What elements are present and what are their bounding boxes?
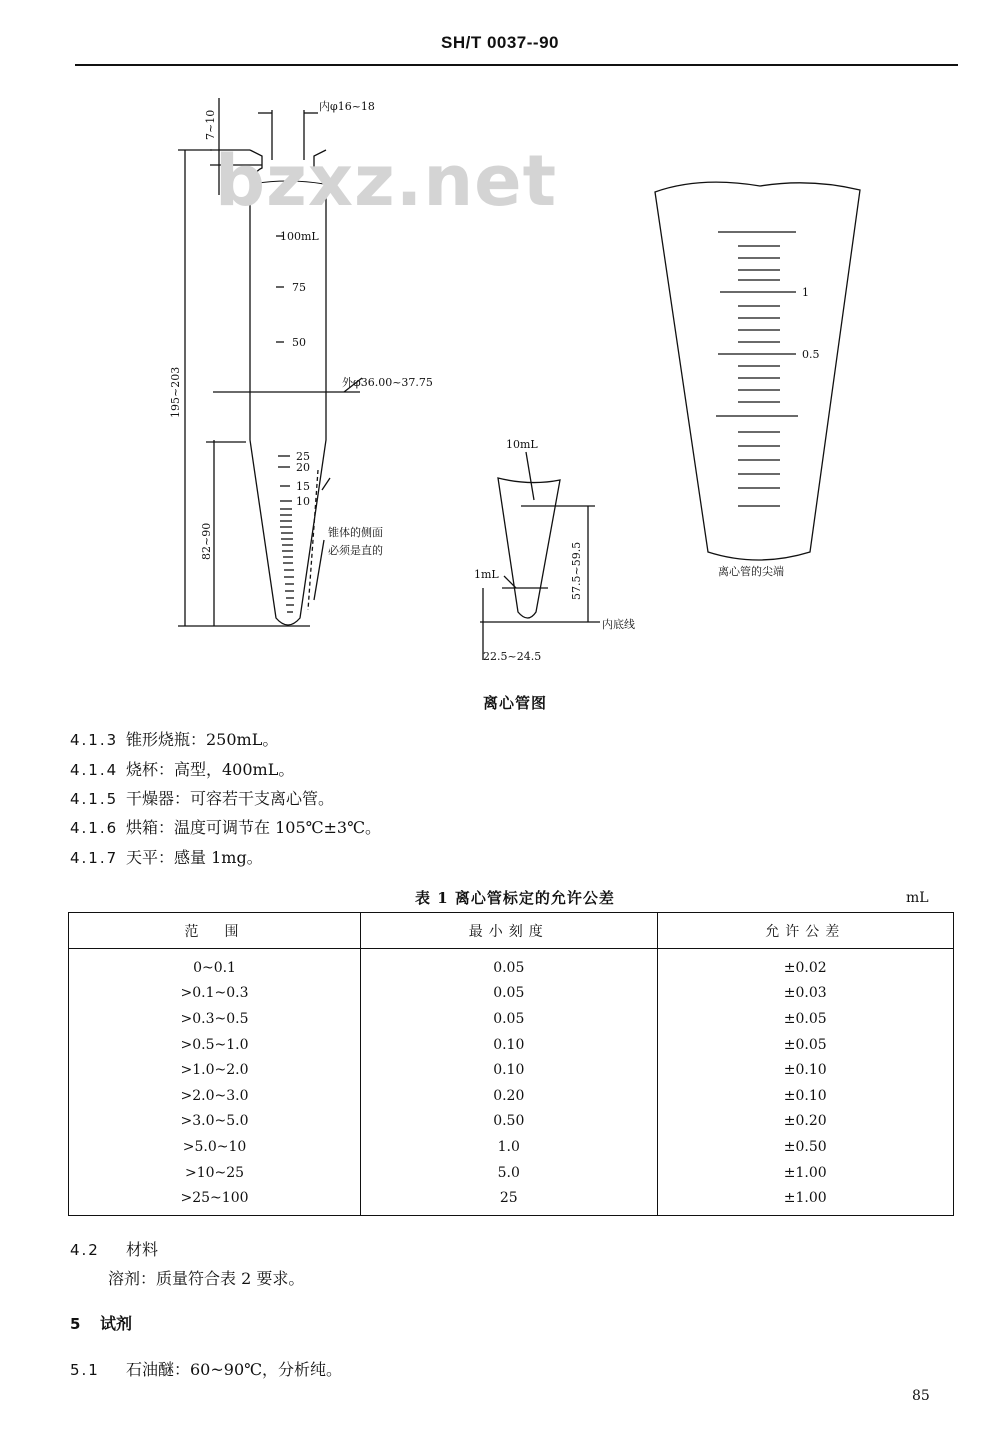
- clause-4-1-6: 4.1.6 烘箱：温度可调节在 105℃±3℃。: [70, 818, 382, 837]
- cell-tolerance: ±0.05: [657, 1006, 953, 1032]
- figure-caption: 离心管图: [482, 694, 547, 712]
- grad-label-10: 10: [296, 495, 310, 508]
- cell-min-graduation: 5.0: [361, 1160, 657, 1186]
- tube-body: [250, 192, 326, 625]
- section-5-heading: 5 试剂: [70, 1314, 133, 1333]
- clause-4-1-3: 4.1.3 锥形烧瓶：250mL。: [70, 730, 279, 749]
- table-row: [69, 1185, 954, 1215]
- table-row: [69, 1083, 954, 1109]
- header-min-graduation: 最小刻度: [361, 913, 657, 949]
- clause-5-1: 5.1 石油醚：60~90℃，分析纯。: [70, 1360, 343, 1379]
- cell-min-graduation: 0.20: [361, 1083, 657, 1109]
- header-range: 范 围: [69, 913, 361, 949]
- clause-4-2: 4.2 材料: [70, 1240, 159, 1259]
- cell-tolerance: ±0.20: [657, 1109, 953, 1135]
- cell-min-graduation: 0.05: [361, 1006, 657, 1032]
- clause-4-1-4: 4.1.4 烧杯：高型，400mL。: [70, 760, 295, 779]
- tip-mark-05-label: 0.5: [802, 348, 820, 361]
- cell-min-graduation: 0.05: [361, 949, 657, 981]
- table-row: [69, 1057, 954, 1083]
- table-row: [69, 949, 954, 981]
- mark-1ml-label: 1mL: [474, 568, 499, 581]
- page-number: 85: [912, 1388, 930, 1404]
- table-header-row: [69, 913, 954, 949]
- table-row: [69, 1006, 954, 1032]
- grad-label-50: 50: [292, 336, 306, 349]
- cell-range: >3.0~5.0: [69, 1109, 361, 1135]
- cell-tolerance: ±1.00: [657, 1160, 953, 1186]
- bottom-line-label: 内底线: [602, 618, 635, 631]
- grad-label-100: 100mL: [280, 230, 319, 243]
- tip-detail: [655, 182, 860, 560]
- standard-code: SH/T 0037--90: [441, 33, 559, 52]
- cone-height-range-label: 57.5~59.5: [570, 541, 583, 600]
- cell-range: >0.5~1.0: [69, 1032, 361, 1058]
- table-row: [69, 1134, 954, 1160]
- cell-range: >2.0~3.0: [69, 1083, 361, 1109]
- cell-tolerance: ±0.10: [657, 1083, 953, 1109]
- cone-detail: [498, 478, 560, 618]
- total-height-label: 195~203: [169, 366, 182, 418]
- cone-note-line2: 必须是直的: [328, 544, 383, 557]
- inner-diameter-label: 内φ16~18: [319, 100, 375, 113]
- cell-min-graduation: 0.50: [361, 1109, 657, 1135]
- table-unit: mL: [906, 890, 929, 906]
- outer-diameter-label: 外φ36.00~37.75: [342, 376, 433, 389]
- mark-10ml-label: 10mL: [506, 438, 538, 451]
- cell-tolerance: ±0.05: [657, 1032, 953, 1058]
- lip-height-label: 7~10: [204, 109, 217, 140]
- grad-label-20: 20: [296, 461, 310, 474]
- tip-caption: 离心管的尖端: [718, 565, 784, 578]
- cell-range: >10~25: [69, 1160, 361, 1186]
- grad-label-25: 25: [296, 450, 310, 463]
- cone-height-label: 82~90: [200, 522, 213, 560]
- clause-4-1-5: 4.1.5 干燥器：可容若干支离心管。: [70, 789, 335, 808]
- grad-label-15: 15: [296, 480, 310, 493]
- grad-label-75: 75: [292, 281, 306, 294]
- cell-tolerance: ±0.10: [657, 1057, 953, 1083]
- cell-min-graduation: 0.10: [361, 1057, 657, 1083]
- cell-range: >1.0~2.0: [69, 1057, 361, 1083]
- table-row: [69, 1160, 954, 1186]
- cell-range: >0.1~0.3: [69, 981, 361, 1007]
- cell-range: >25~100: [69, 1185, 361, 1215]
- cell-range: >5.0~10: [69, 1134, 361, 1160]
- table-title: 表 1 离心管标定的允许公差: [415, 889, 615, 907]
- cell-min-graduation: 0.10: [361, 1032, 657, 1058]
- clause-4-1-7: 4.1.7 天平：感量 1mg。: [70, 848, 263, 867]
- watermark: bzxz.net: [215, 140, 558, 222]
- cell-range: 0~0.1: [69, 949, 361, 981]
- table-row: [69, 1109, 954, 1135]
- cell-range: >0.3~0.5: [69, 1006, 361, 1032]
- clause-4-2-body: 溶剂：质量符合表 2 要求。: [108, 1269, 305, 1288]
- table-row: [69, 981, 954, 1007]
- cone-note-line1: 锥体的侧面: [328, 526, 383, 539]
- cell-min-graduation: 0.05: [361, 981, 657, 1007]
- header-tolerance: 允许公差: [657, 913, 953, 949]
- centrifuge-tube-figure: [0, 0, 1000, 690]
- tip-mark-1-label: 1: [802, 286, 809, 299]
- cell-min-graduation: 25: [361, 1185, 657, 1215]
- table-row: [69, 1032, 954, 1058]
- cell-min-graduation: 1.0: [361, 1134, 657, 1160]
- cell-tolerance: ±0.03: [657, 981, 953, 1007]
- cell-tolerance: ±0.50: [657, 1134, 953, 1160]
- cell-tolerance: ±1.00: [657, 1185, 953, 1215]
- base-range-label: 22.5~24.5: [483, 650, 542, 663]
- cell-tolerance: ±0.02: [657, 949, 953, 981]
- tolerance-table: [68, 912, 954, 1216]
